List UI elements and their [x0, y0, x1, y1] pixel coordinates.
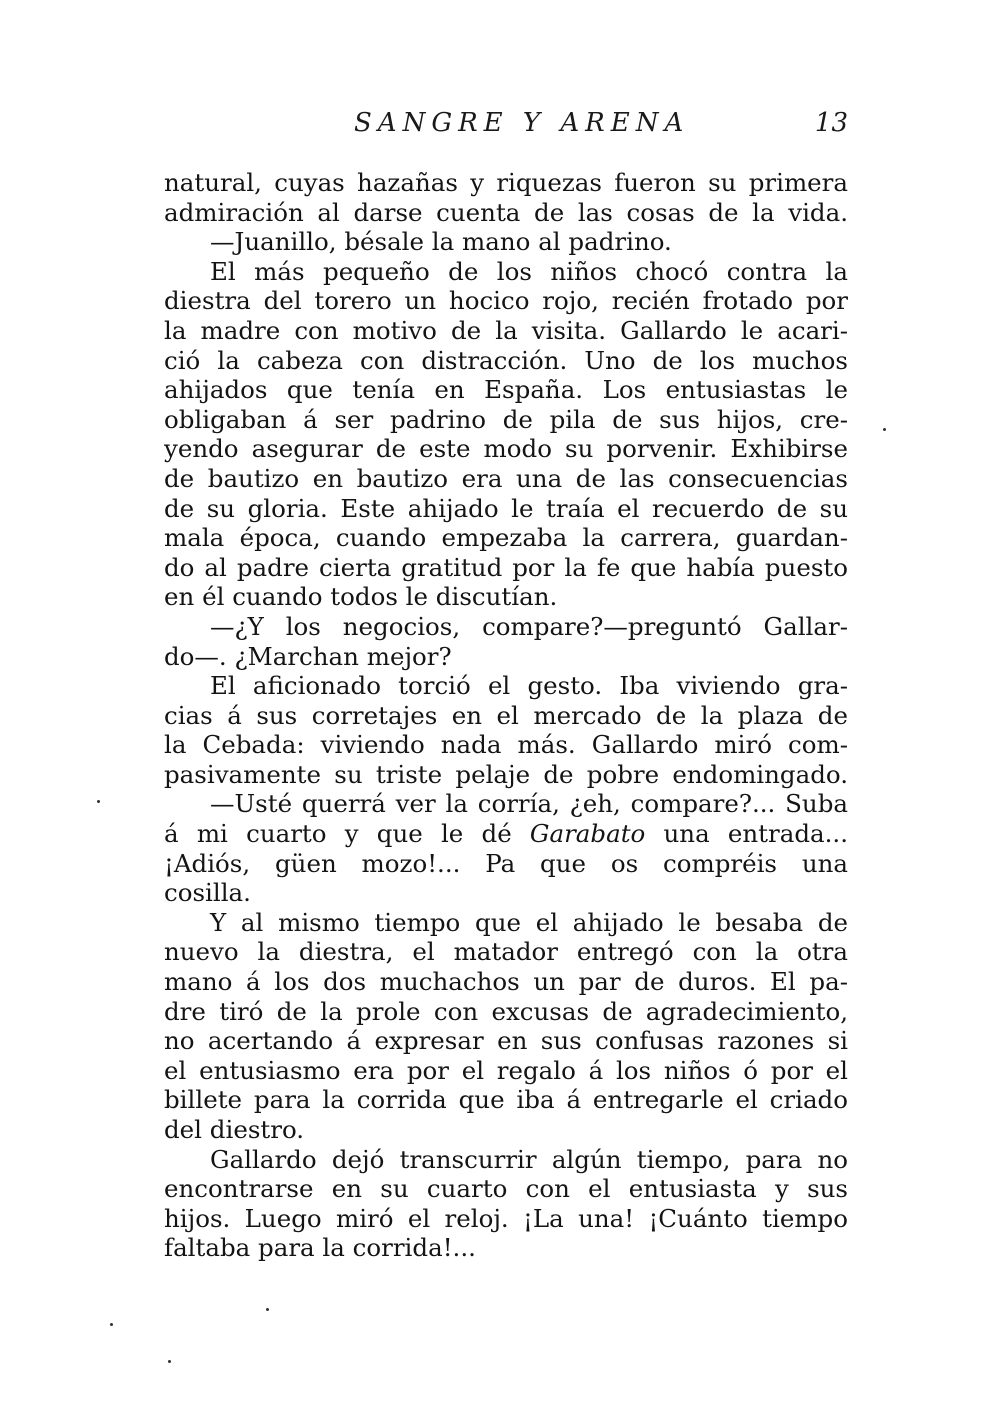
text-line: en él cuando todos le discutían.	[164, 582, 558, 612]
text-line: dre tiró de la prole con excusas de agradecimiento,	[164, 996, 848, 1026]
text-line: encontrarse en su cuarto con el entusiasta y sus	[164, 1174, 848, 1204]
text-run: una entrada...	[645, 819, 848, 849]
body-text	[164, 168, 848, 1263]
text-line: —Usté querrá ver la corría, ¿eh, compare?... Suba	[210, 789, 848, 819]
text-line: mala época, cuando empezaba la carrera, guardan-	[164, 523, 848, 553]
text-line: no acertando á expresar en sus confusas razones si	[164, 1026, 848, 1056]
text-line: de su gloria. Este ahijado le traía el recuerdo de su	[164, 493, 848, 523]
text-line: Gallardo dejó transcurrir algún tiempo, para no	[210, 1144, 848, 1174]
text-line: mano á los dos muchachos un par de duros. El pa-	[164, 967, 848, 997]
scan-speck	[883, 428, 886, 431]
text-line: la Cebada: viviendo nada más. Gallardo miró com-	[164, 730, 848, 760]
scan-speck	[97, 800, 100, 803]
text-line: nuevo la diestra, el matador entregó con la otra	[164, 937, 848, 967]
text-line: El aficionado torció el gesto. Iba viviendo gra-	[210, 671, 848, 701]
text-line: obligaban á ser padrino de pila de sus hijos, cre-	[164, 404, 848, 434]
scan-speck	[266, 1308, 269, 1311]
text-line: la madre con motivo de la visita. Gallardo le acari-	[164, 315, 848, 345]
text-line: de bautizo en bautizo era una de las consecuencias	[164, 463, 848, 493]
text-line: billete para la corrida que iba á entregarle el criado	[164, 1085, 848, 1115]
text-line: ció la cabeza con distracción. Uno de los muchos	[164, 345, 848, 375]
page-number: 13	[814, 108, 848, 138]
scan-speck	[110, 1323, 113, 1326]
text-line: cias á sus corretajes en el mercado de la plaza de	[164, 700, 848, 730]
text-line	[164, 819, 848, 849]
text-line: Y al mismo tiempo que el ahijado le besaba de	[210, 907, 848, 937]
text-line: faltaba para la corrida!...	[164, 1233, 476, 1263]
text-line: el entusiasmo era por el regalo á los niños ó por el	[164, 1055, 848, 1085]
text-line: —¿Y los negocios, compare?—preguntó Gallar-	[210, 611, 848, 641]
text-line: del diestro.	[164, 1115, 305, 1144]
text-line: ahijados que tenía en España. Los entusiastas le	[164, 375, 848, 405]
text-line: ¡Adiós, güen mozo!... Pa que os compréis una	[164, 848, 848, 878]
text-line: admiración al darse cuenta de las cosas de la vida.	[164, 197, 848, 227]
italic-word: Garabato	[529, 819, 646, 849]
text-line: do al padre cierta gratitud por la fe que había puesto	[164, 552, 848, 582]
text-line: pasivamente su triste pelaje de pobre endomingado.	[164, 759, 848, 789]
text-line: do—. ¿Marchan mejor?	[164, 641, 452, 671]
scan-speck	[168, 1360, 171, 1363]
text-run: á mi cuarto y que le dé	[164, 819, 530, 849]
text-line: —Juanillo, bésale la mano al padrino.	[210, 227, 672, 257]
text-line: diestra del torero un hocico rojo, recién frotado por	[164, 286, 848, 316]
text-line: hijos. Luego miró el reloj. ¡La una! ¡Cuánto tiempo	[164, 1203, 848, 1233]
running-head	[164, 108, 848, 142]
text-line: yendo asegurar de este modo su porvenir. Exhibirse	[164, 434, 848, 464]
running-title: SANGRE Y ARENA	[354, 108, 690, 138]
text-line: natural, cuyas hazañas y riquezas fueron su primera	[164, 168, 848, 197]
text-line: El más pequeño de los niños chocó contra la	[210, 256, 848, 286]
text-line: cosilla.	[164, 878, 251, 908]
